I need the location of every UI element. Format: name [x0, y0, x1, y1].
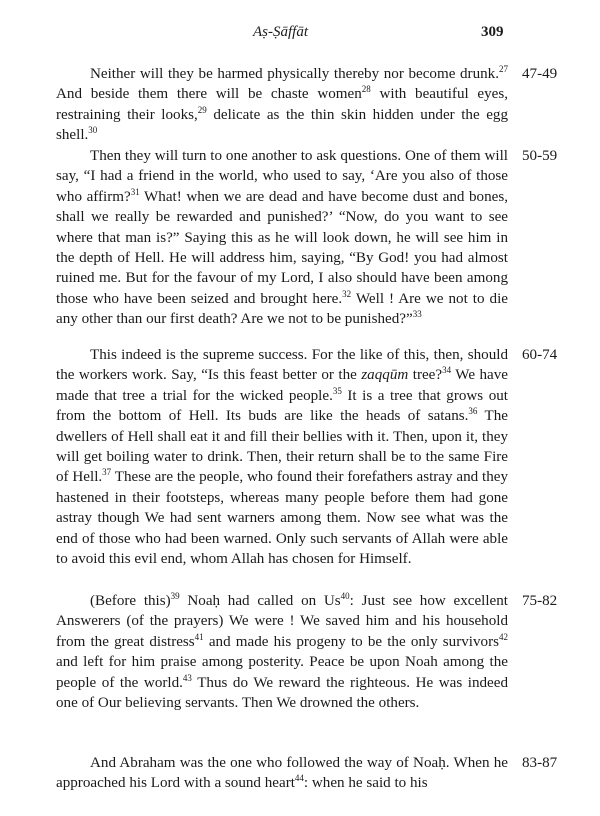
text-run: tree?: [408, 367, 443, 384]
footnote-marker: 41: [194, 631, 204, 642]
page-number: 309: [481, 24, 504, 40]
passage-text: [56, 146, 508, 330]
footnote-marker: 32: [342, 288, 352, 299]
passage-text: [56, 64, 508, 146]
footnote-marker: 39: [170, 590, 180, 601]
passage-text: [56, 753, 508, 794]
text-run: This indeed is the supreme success. For the like of this, then, should the workers work. Say, “Is this feast better or the: [56, 347, 508, 384]
passage-text: [56, 345, 508, 569]
italic-term: zaqqūm: [361, 367, 409, 384]
verse-range: 47-49: [522, 66, 558, 82]
text-run: Then they will turn to one another to ask questions. One of them will say, “I had a friend in the world, who used to say, ‘Are you also of those who affirm?: [56, 148, 508, 205]
footnote-marker: 35: [332, 385, 342, 396]
text-run: The dwellers of Hell shall eat it and fill their bellies with it. Then, upon it, they will get boiling water to drink. Then, their return shall be to the same Fire of Hell.: [56, 408, 509, 486]
text-run: : when he said to his: [303, 775, 428, 792]
verse-range: 60-74: [522, 347, 558, 363]
verse-range: 75-82: [522, 593, 558, 609]
text-run: Well ! Are we not to die any other than our first death? Are we not to be punished?”: [56, 290, 508, 328]
footnote-marker: 40: [340, 590, 350, 601]
running-title: Aṣ-Ṣāffāt: [253, 24, 308, 40]
footnote-marker: 43: [182, 672, 192, 683]
footnote-marker: 36: [468, 406, 478, 417]
footnote-marker: 27: [499, 63, 508, 74]
text-run: Neither will they be harmed physically thereby nor become drunk.: [90, 66, 499, 82]
text-run: Noaḥ had called on Us: [179, 593, 341, 609]
footnote-marker: 44: [294, 773, 304, 784]
passage-text: [56, 591, 508, 713]
text-run: It is a tree that grows out from the bottom of Hell. Its buds are like the heads of satans.: [56, 387, 508, 425]
footnote-marker: 29: [197, 104, 207, 115]
verse-range: 83-87: [522, 755, 558, 771]
text-run: What! when we are dead and have become dust and bones, shall we really be rewarded and punished?’ “Now, do you want to see where that man is?” Saying this as he will look down, he will see him in the depth of Hell. He will address him, saying, “By God! you had almost ruined me. But for the favour of my Lord, I also should have been among those who have been seized and brought here.: [56, 188, 509, 307]
text-run: delicate as the thin skin hidden under the egg shell.: [56, 106, 508, 144]
footnote-marker: 37: [102, 467, 112, 478]
footnote-marker: 31: [130, 186, 140, 197]
footnote-marker: 33: [412, 309, 422, 320]
text-run: with beautiful eyes, restraining their looks,: [56, 86, 508, 123]
text-run: (Before this): [90, 593, 171, 609]
text-run: And Abraham was the one who followed the way of Noaḥ. When he approached his Lord with a sound heart: [56, 755, 508, 792]
text-run: : Just see how excellent Answerers (of the prayers) We were ! We saved him and his household from the great distress: [56, 593, 508, 650]
text-run: And beside them there will be chaste women: [56, 86, 362, 103]
verse-range: 50-59: [522, 148, 558, 164]
footnote-marker: 34: [442, 365, 452, 376]
text-run: We have made that tree a trial for the wicked people.: [56, 367, 508, 404]
footnote-marker: 28: [361, 84, 371, 95]
text-run: These are the people, who found their forefathers astray and they hastened in their footsteps, whereas many people before them had gone astray though We had sent warners among them. Now see what was the end of those who had been warned. Only such servants of Allah were able to avoid this evil end, whom Allah has chosen for Himself.: [56, 469, 508, 568]
footnote-marker: 42: [499, 631, 508, 642]
footnote-marker: 30: [88, 125, 98, 136]
page-header: [0, 24, 600, 46]
text-run: and made his progeny to be the only survivors: [203, 633, 499, 650]
text-run: and left for him praise among posterity. Peace be upon Noah among the people of the world.: [56, 654, 508, 691]
text-run: Thus do We reward the righteous. He was indeed one of Our believing servants. Then We drowned the others.: [56, 674, 508, 712]
